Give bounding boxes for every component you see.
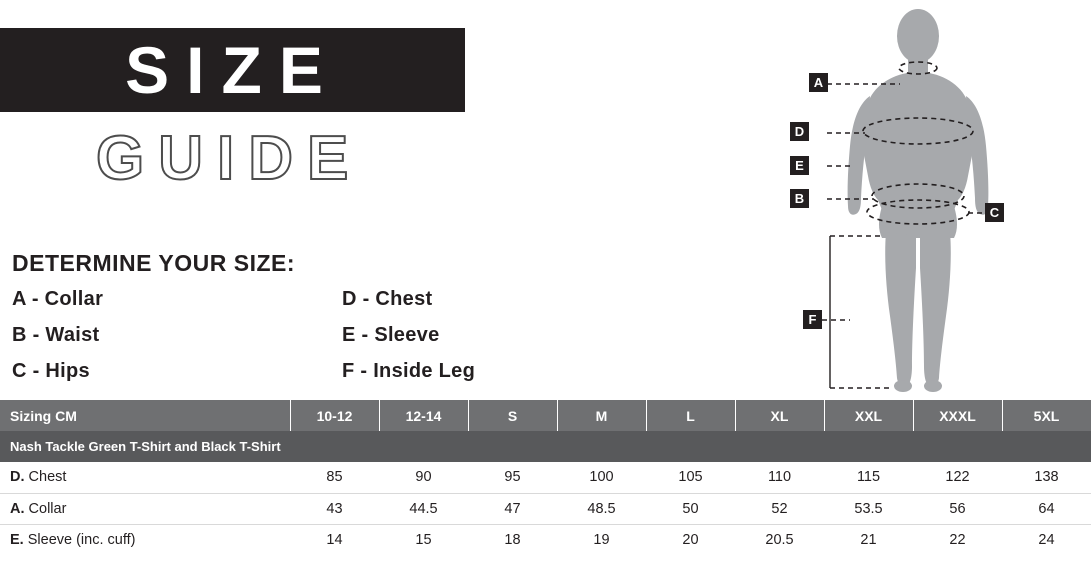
cell-sleeve-10-12: 14 [290,524,379,555]
table-subheader-row [0,431,1091,462]
table-row [0,524,1091,555]
cell-collar-xxl: 53.5 [824,493,913,524]
legend-item-a-collar: A - Collar [12,288,104,310]
guide-title-text: GUIDE [96,124,363,193]
cell-sleeve-s: 18 [468,524,557,555]
determine-your-size-heading: DETERMINE YOUR SIZE: [12,250,296,276]
table-header-10-12: 10-12 [290,400,379,431]
table-header-m: M [557,400,646,431]
table-header-l: L [646,400,735,431]
cell-chest-s: 95 [468,462,557,493]
body-measurement-diagram [790,0,1004,400]
cell-chest-xxxl: 122 [913,462,1002,493]
cell-chest-l: 105 [646,462,735,493]
table-row [0,493,1091,524]
row-code-sleeve: E. [10,531,24,548]
marker-label-a: A [813,75,824,90]
cell-collar-s: 47 [468,493,557,524]
row-name-chest: Chest [28,469,67,486]
row-name-collar: Collar [28,500,67,517]
table-header-xxl: XXL [824,400,913,431]
table-header-sizing: Sizing CM [0,400,290,431]
legend-item-f-inside-leg: F - Inside Leg [342,360,476,382]
marker-label-b: B [794,191,805,206]
cell-collar-l: 50 [646,493,735,524]
size-table [0,400,1092,555]
cell-sleeve-xxxl: 22 [913,524,1002,555]
size-table-container [0,400,1060,566]
cell-chest-xl: 110 [735,462,824,493]
cell-collar-5xl: 64 [1002,493,1091,524]
cell-sleeve-12-14: 15 [379,524,468,555]
cell-collar-12-14: 44.5 [379,493,468,524]
legend-row [12,324,572,347]
legend-item-d-chest: D - Chest [342,288,433,310]
cell-collar-m: 48.5 [557,493,646,524]
cell-collar-xxxl: 56 [913,493,1002,524]
measurement-legend [12,288,572,396]
cell-sleeve-m: 19 [557,524,646,555]
table-header-row [0,400,1091,431]
row-name-sleeve: Sleeve (inc. cuff) [27,531,136,548]
cell-chest-12-14: 90 [379,462,468,493]
cell-collar-xl: 52 [735,493,824,524]
row-label-collar [0,493,290,524]
cell-chest-5xl: 138 [1002,462,1091,493]
legend-item-c-hips: C - Hips [12,360,90,382]
size-title-text: SIZE [125,33,340,107]
marker-label-e: E [795,158,804,173]
inside-leg-bracket [830,236,890,388]
legend-row [12,288,572,311]
cell-chest-xxl: 115 [824,462,913,493]
marker-label-d: D [794,124,805,139]
table-header-xxxl: XXXL [913,400,1002,431]
cell-sleeve-l: 20 [646,524,735,555]
cell-sleeve-xl: 20.5 [735,524,824,555]
table-subheader-label: Nash Tackle Green T-Shirt and Black T-Shirt [0,431,1091,462]
legend-item-b-waist: B - Waist [12,324,100,346]
table-row [0,462,1091,493]
table-header-s: S [468,400,557,431]
cell-chest-10-12: 85 [290,462,379,493]
row-label-sleeve [0,524,290,555]
row-label-chest [0,462,290,493]
cell-chest-m: 100 [557,462,646,493]
row-code-collar: A. [10,500,25,517]
cell-collar-10-12: 43 [290,493,379,524]
table-header-xl: XL [735,400,824,431]
marker-label-f: F [808,312,817,327]
table-header-12-14: 12-14 [379,400,468,431]
table-header-5xl: 5XL [1002,400,1091,431]
cell-sleeve-5xl: 24 [1002,524,1091,555]
legend-item-e-sleeve: E - Sleeve [342,324,440,346]
marker-label-c: C [989,205,1000,220]
size-title-band [0,28,465,112]
cell-sleeve-xxl: 21 [824,524,913,555]
row-code-chest: D. [10,469,25,486]
legend-row [12,360,572,383]
